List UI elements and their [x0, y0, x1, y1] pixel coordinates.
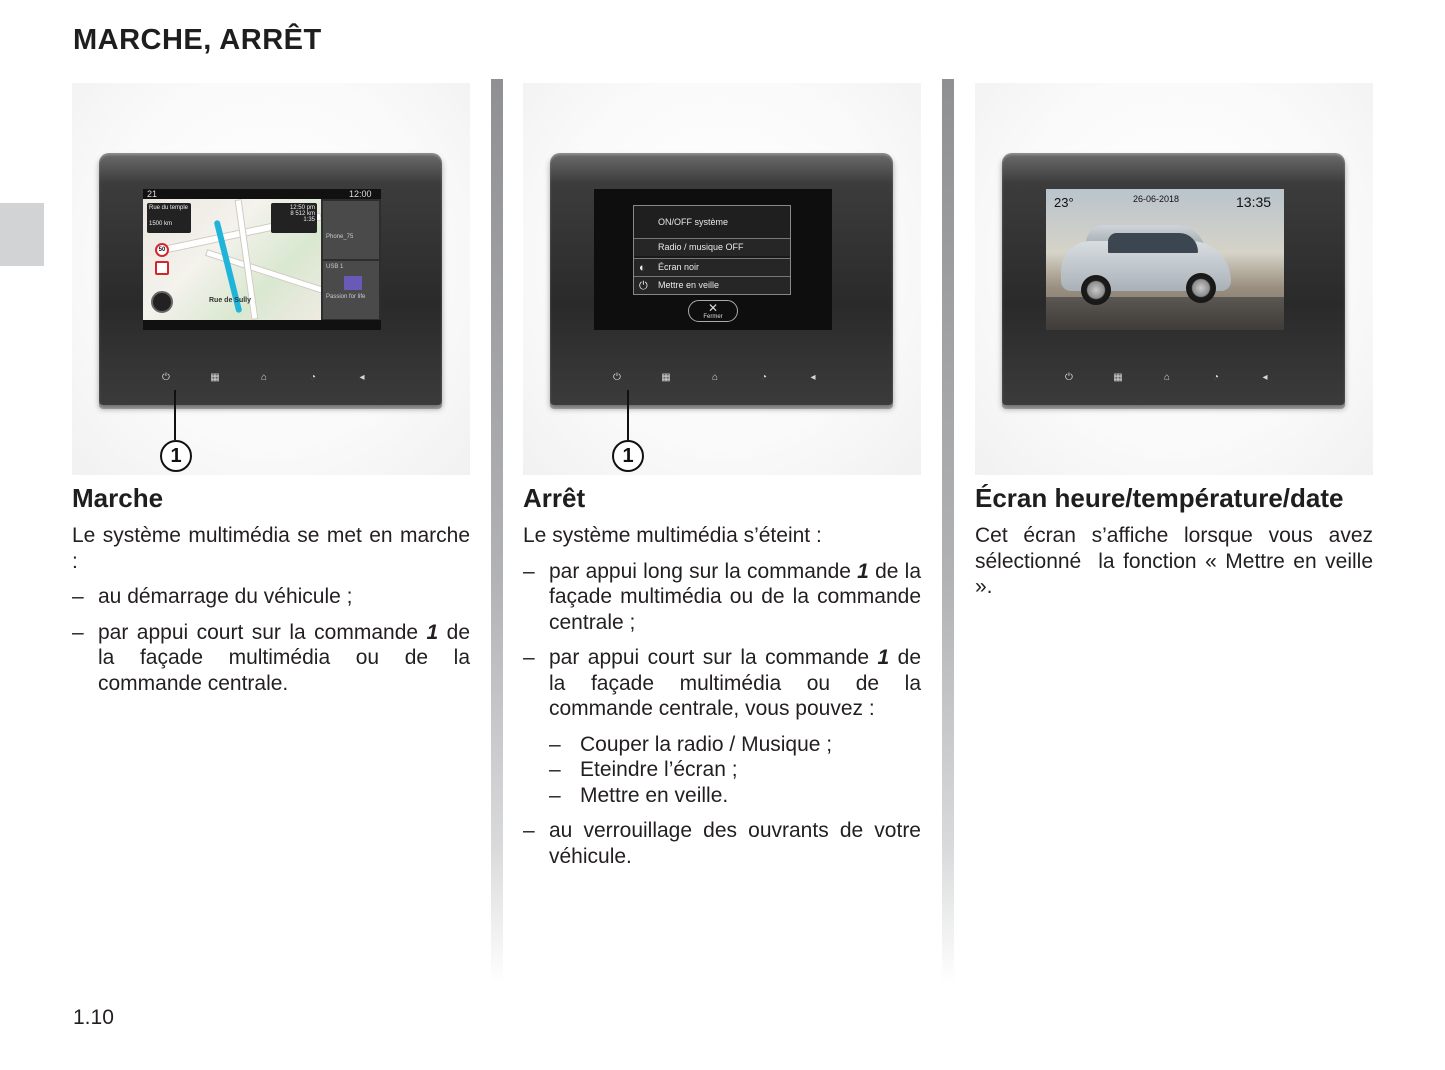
callout-ref: 1	[857, 559, 869, 583]
power-icon[interactable]: ⏻	[613, 372, 621, 383]
list-item: – par appui long sur la commande 1 de la façade multimédia ou de la commande centrale ;	[523, 559, 922, 634]
warning-sign-icon	[155, 261, 169, 275]
turn-instruction: Rue du temple 1500 km	[147, 203, 191, 233]
clock: 13:35	[1236, 194, 1272, 210]
media-widget[interactable]: USB 1 Passion for life	[323, 261, 379, 319]
power-icon: ⏻	[639, 280, 648, 292]
wheel	[1081, 275, 1111, 305]
date: 26-06-2018	[1133, 194, 1180, 204]
multimedia-device	[550, 153, 893, 405]
callout-1: 1	[612, 440, 644, 472]
close-icon: ✕	[707, 301, 719, 315]
power-icon[interactable]: ⏻	[162, 372, 170, 383]
device-photo-standby	[975, 83, 1373, 475]
phone-widget[interactable]: Phone_75	[323, 201, 379, 259]
screen-status-bar	[143, 189, 381, 199]
screen-bottom-bar	[143, 320, 381, 330]
standby-screen	[1046, 189, 1284, 330]
voice-icon[interactable]: ◔	[760, 372, 768, 383]
text-marche	[72, 523, 470, 696]
power-popup	[633, 205, 791, 295]
column-divider-right	[942, 79, 954, 984]
column-divider-left	[491, 79, 503, 984]
home-icon[interactable]: ⌂	[1163, 372, 1171, 383]
device-button-row	[159, 371, 369, 385]
power-icon[interactable]: ⏻	[1065, 372, 1073, 383]
voice-icon[interactable]: ◔	[1212, 372, 1220, 383]
page-title: MARCHE, ARRÊT	[73, 24, 322, 56]
apps-icon[interactable]: ▦	[1113, 372, 1123, 383]
navigation-screen	[143, 189, 381, 330]
black-screen-option[interactable]: ◐ Écran noir	[634, 258, 790, 276]
sub-list-item: – Eteindre l’écran ;	[549, 758, 738, 781]
callout-line	[174, 390, 176, 440]
device-button-row	[610, 371, 820, 385]
back-icon[interactable]: ◂	[359, 372, 365, 383]
multimedia-device	[1002, 153, 1345, 405]
list-item: – par appui court sur la commande 1 de la façade multimédia ou de la commande centrale.	[72, 620, 470, 695]
device-photo-marche	[72, 83, 470, 475]
widget-panel	[321, 199, 381, 320]
apps-icon[interactable]: ▦	[210, 372, 220, 383]
body-text: Cet écran s’affiche lorsque vous avez sélectionné la fonction « Mettre en veille ».	[975, 524, 1379, 598]
status-time: 12:00	[349, 189, 372, 199]
multimedia-device	[99, 153, 442, 405]
compass-icon[interactable]	[151, 291, 173, 313]
apps-icon[interactable]: ▦	[661, 372, 671, 383]
callout-ref: 1	[426, 620, 439, 644]
home-icon[interactable]: ⌂	[711, 372, 719, 383]
callout-1: 1	[160, 440, 192, 472]
list-item: – au démarrage du véhicule ;	[72, 585, 353, 608]
power-menu-screen	[594, 189, 832, 330]
text-ecran	[975, 523, 1379, 600]
radio-off-option[interactable]: Radio / musique OFF	[634, 238, 790, 256]
map-view	[143, 199, 321, 320]
wheel	[1186, 273, 1216, 303]
moon-icon: ◐	[639, 262, 646, 274]
text-arret	[523, 523, 921, 869]
heading-marche: Marche	[72, 483, 164, 513]
back-icon[interactable]: ◂	[810, 372, 816, 383]
standby-option[interactable]: ⏻ Mettre en veille	[634, 276, 790, 294]
list-item: – au verrouillage des ouvrants de votre véhicule.	[523, 819, 921, 868]
temperature: 23°	[1054, 195, 1074, 210]
speed-limit-sign: 50	[155, 243, 169, 257]
device-button-row	[1062, 371, 1272, 385]
heading-arret: Arrêt	[523, 483, 586, 513]
heading-ecran: Écran heure/température/date	[975, 483, 1344, 513]
album-art	[344, 276, 362, 290]
map-street-label: Rue de Sully	[209, 297, 252, 304]
sub-list	[523, 732, 921, 809]
status-left: 21	[147, 189, 158, 199]
popup-title: ON/OFF système	[634, 206, 790, 238]
list-item: – par appui court sur la commande 1 de la façade multimédia ou de la commande centrale, vous pouvez :	[523, 646, 921, 720]
callout-ref: 1	[877, 646, 890, 669]
page-number: 1.10	[73, 1006, 114, 1029]
trip-info: 12:50 pm 8 512 km 1:35	[271, 203, 317, 233]
close-button[interactable]: ✕ Fermer	[688, 300, 738, 322]
voice-icon[interactable]: ◔	[309, 372, 317, 383]
sub-list-item: – Couper la radio / Musique ;	[549, 732, 833, 756]
section-tab	[0, 203, 44, 266]
callout-line	[627, 390, 629, 440]
intro-text: Le système multimédia s’éteint :	[523, 524, 822, 547]
home-icon[interactable]: ⌂	[260, 372, 268, 383]
device-photo-arret	[523, 83, 921, 475]
back-icon[interactable]: ◂	[1262, 372, 1268, 383]
intro-text: Le système multimédia se met en marche :	[72, 524, 470, 573]
standby-status-bar	[1046, 189, 1284, 213]
sub-list-item: – Mettre en veille.	[549, 783, 729, 807]
